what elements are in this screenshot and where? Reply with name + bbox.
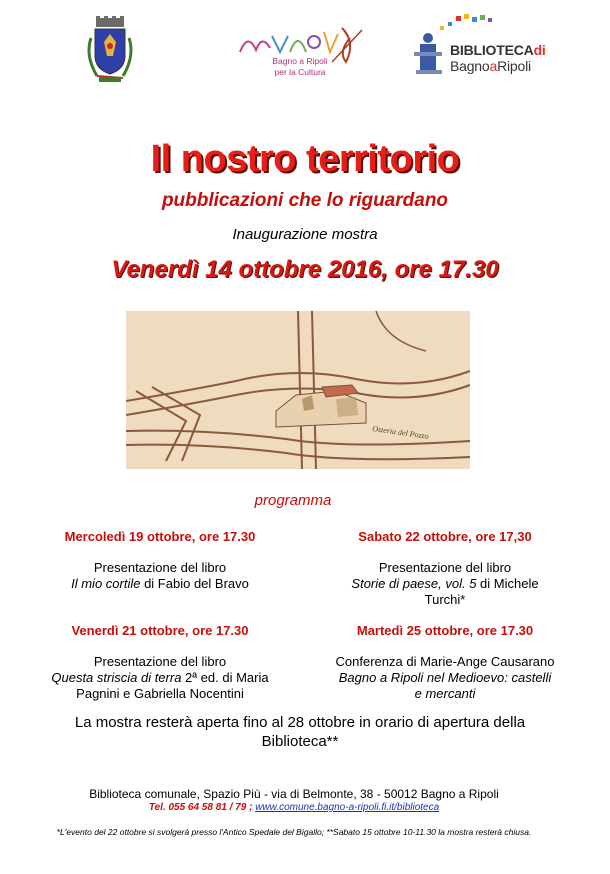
event-date: Martedì 25 ottobre, ore 17.30 <box>356 623 534 638</box>
event-description: Presentazione del libro <box>378 560 512 575</box>
library-address: Biblioteca comunale, Spazio Più - via di Belmonte, 38 - 50012 Bagno a Ripoli <box>89 787 499 801</box>
event-topic-continued: e mercanti <box>414 686 476 701</box>
event-topic: Bagno a Ripoli nel Medioevo: castelli <box>338 670 552 685</box>
event-description: Presentazione del libro <box>93 654 227 669</box>
event-description: Presentazione del libro <box>93 560 227 575</box>
program-event-4 <box>300 623 590 702</box>
library-logo-line-2: BagnoaRipoli <box>450 58 531 74</box>
closing-line-2: Biblioteca** <box>261 733 339 750</box>
event-book: Storie di paese, vol. 5 di Michele <box>351 576 539 591</box>
library-contacts <box>0 802 588 813</box>
event-book: Questa striscia di terra 2ª ed. di Maria <box>51 670 269 685</box>
culture-logo-caption-1: Bagno a Ripoli <box>272 56 328 66</box>
map-handwritten-label: Osteria del Pozzo <box>371 424 430 441</box>
event-book: Il mio cortile di Fabio del Bravo <box>71 576 249 591</box>
historic-map-image <box>126 311 470 469</box>
program-heading: programma <box>254 492 332 509</box>
inauguration-label: Inaugurazione mostra <box>232 226 378 243</box>
library-logo-line-1: BIBLIOTECAdi <box>450 42 546 58</box>
event-description: Conferenza di Marie-Ange Causarano <box>335 654 555 669</box>
bagno-a-ripoli-per-la-cultura-logo <box>234 22 366 94</box>
poster-title: Il nostro territorio <box>150 138 460 180</box>
biblioteca-bagno-a-ripoli-logo <box>410 14 560 80</box>
culture-logo-caption-2: per la Cultura <box>274 67 326 77</box>
poster-subtitle: pubblicazioni che lo riguardano <box>161 190 449 211</box>
exhibition-closing-note <box>30 713 570 751</box>
footnote: *L'evento del 22 ottobre si svolgerà presso l'Antico Spedale del Bigallo; **Sabato 15 ottobre 10-11.30 la mostra resterà chiusa. <box>56 827 532 837</box>
program-event-1 <box>15 529 305 592</box>
phone-number: Tel. 055 64 58 81 / 79 ; <box>148 802 256 813</box>
event-author: Turchi* <box>424 592 466 607</box>
event-date: Sabato 22 ottobre, ore 17,30 <box>358 529 532 544</box>
event-date: Venerdì 21 ottobre, ore 17.30 <box>71 623 249 638</box>
program-event-2 <box>300 529 590 608</box>
event-date: Mercoledì 19 ottobre, ore 17.30 <box>64 529 256 544</box>
program-event-3 <box>15 623 305 702</box>
inauguration-date: Venerdì 14 ottobre 2016, ore 17.30 <box>111 256 499 283</box>
closing-line-1: La mostra resterà aperta fino al 28 ottobre in orario di apertura della <box>74 714 526 731</box>
library-website-link[interactable]: www.comune.bagno-a-ripoli.fi.it/biblioteca <box>255 802 440 813</box>
event-author: Pagnini e Gabriella Nocentini <box>76 686 244 701</box>
municipal-crest-logo <box>83 16 137 86</box>
